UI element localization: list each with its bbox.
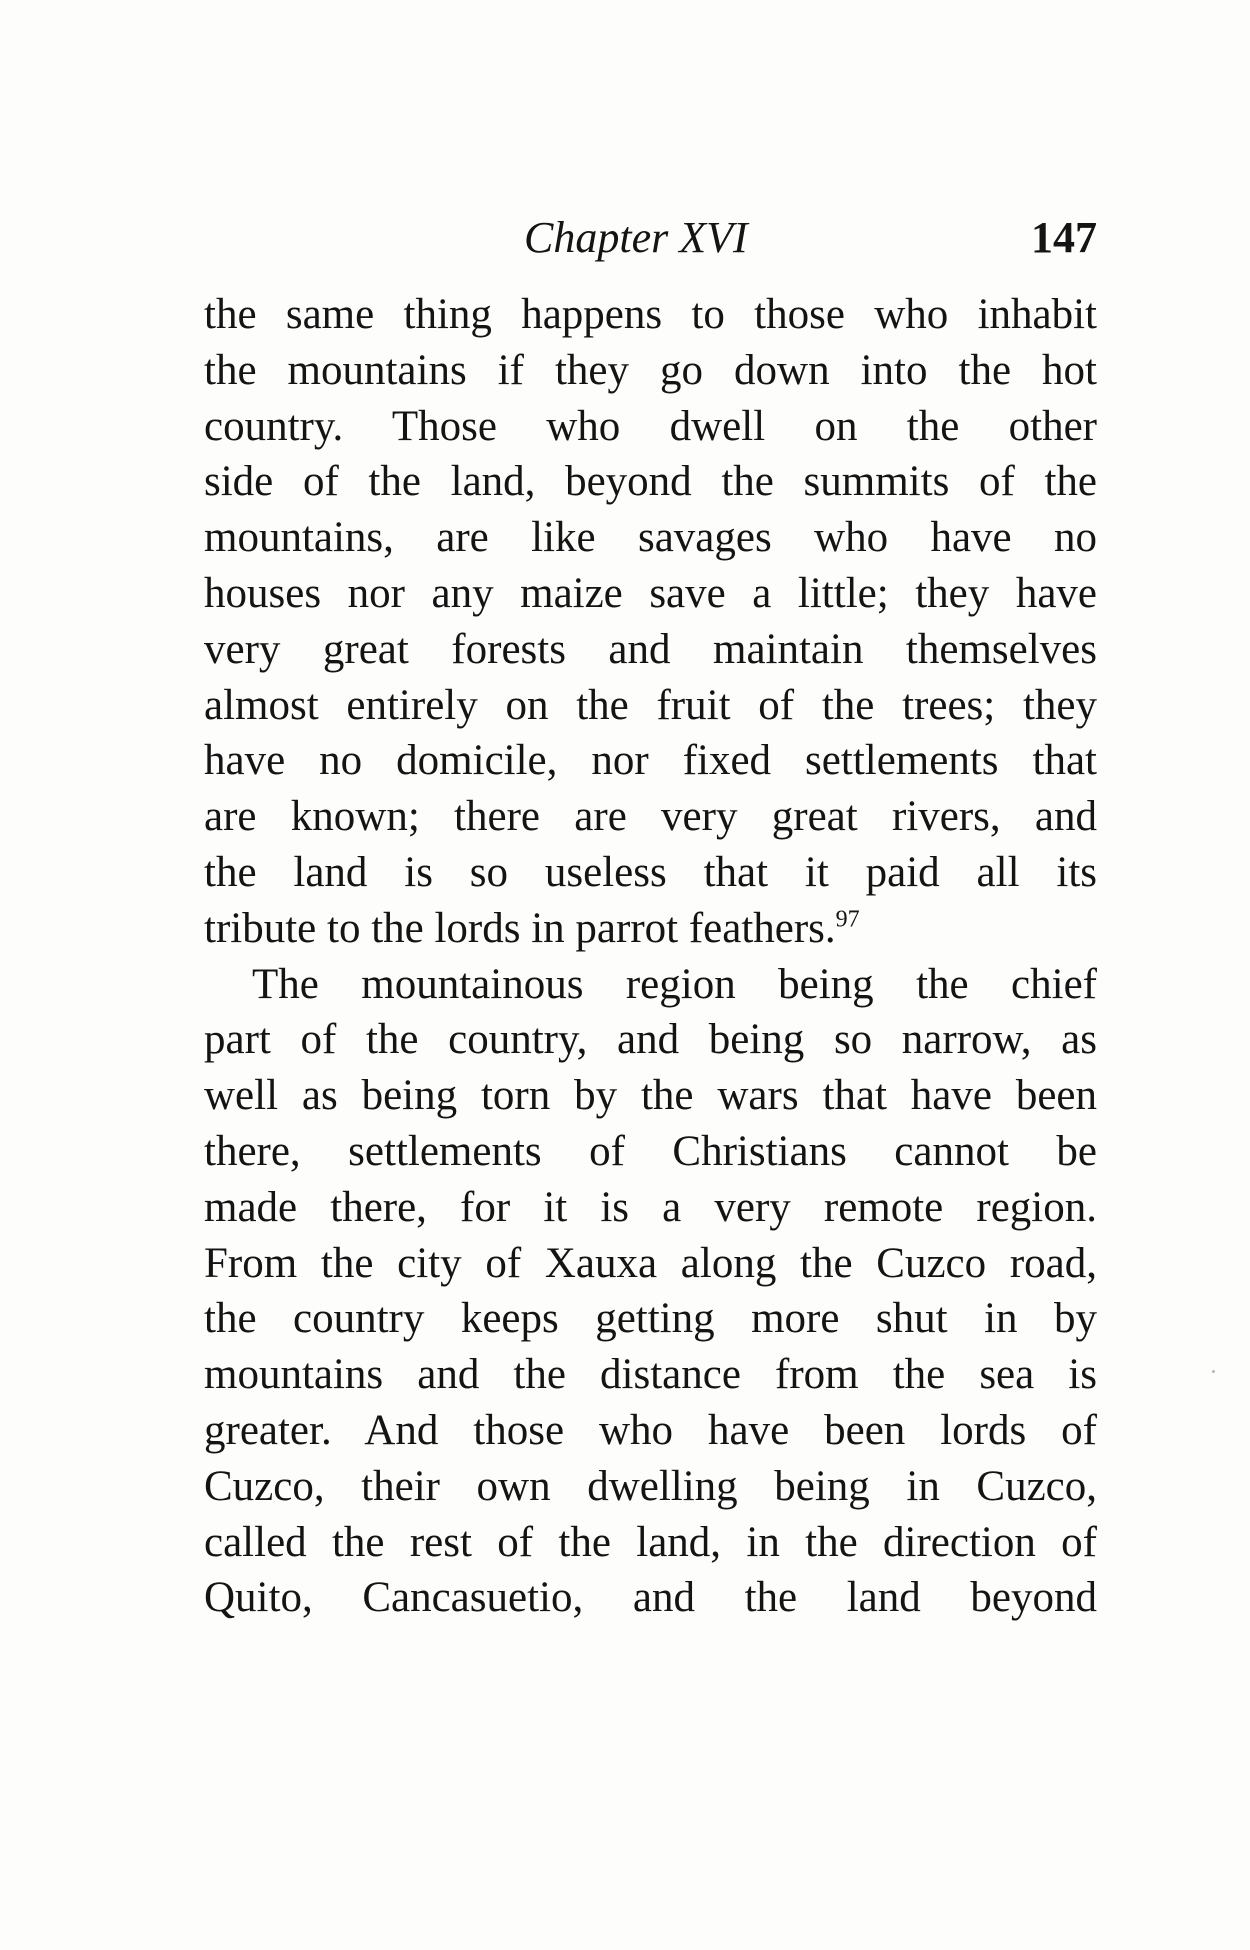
text-line: there, settlements of Christians cannot be xyxy=(204,1127,1097,1175)
text-line: greater. And those who have been lords of xyxy=(204,1406,1097,1454)
text-line: mountains, are like savages who have no xyxy=(204,514,1097,562)
text-line: side of the land, beyond the summits of the xyxy=(204,458,1097,506)
text-line: well as being torn by the wars that have been xyxy=(204,1072,1097,1120)
footnote-reference: 97 xyxy=(835,906,860,933)
text-line: Cuzco, their own dwelling being in Cuzco, xyxy=(204,1462,1097,1510)
text-line: the same thing happens to those who inhabit xyxy=(204,291,1097,338)
text-line: almost entirely on the fruit of the trees; they xyxy=(204,681,1097,729)
text-line: very great forests and maintain themselves xyxy=(204,625,1097,673)
running-head xyxy=(204,208,1097,268)
text-line: country. Those who dwell on the other xyxy=(204,402,1097,450)
text-line: the land is so useless that it paid all its xyxy=(204,848,1097,896)
text-line: have no domicile, nor fixed settlements that xyxy=(204,737,1097,785)
text-line: houses nor any maize save a little; they have xyxy=(204,569,1097,617)
text-line: the country keeps getting more shut in by xyxy=(204,1295,1097,1343)
text-line xyxy=(204,901,1097,957)
text-line: are known; there are very great rivers, and xyxy=(204,793,1097,841)
paper-speck xyxy=(1212,1370,1215,1373)
text-line: the mountains if they go down into the hot xyxy=(204,346,1097,394)
text-line: Quito, Cancasuetio, and the land beyond xyxy=(204,1574,1097,1622)
text-fragment: tribute to the lords in parrot feathers. xyxy=(204,904,836,952)
text-line: part of the country, and being so narrow, as xyxy=(204,1016,1097,1064)
body-text xyxy=(204,287,1097,1626)
text-line: From the city of Xauxa along the Cuzco road, xyxy=(204,1239,1097,1287)
text-line: The mountainous region being the chief xyxy=(252,960,1097,1008)
text-line: made there, for it is a very remote region. xyxy=(204,1183,1097,1231)
page-number: 147 xyxy=(1031,213,1097,262)
text-line: mountains and the distance from the sea is xyxy=(204,1351,1097,1399)
text-line: called the rest of the land, in the direction of xyxy=(204,1518,1097,1566)
chapter-title: Chapter XVI xyxy=(524,213,748,262)
